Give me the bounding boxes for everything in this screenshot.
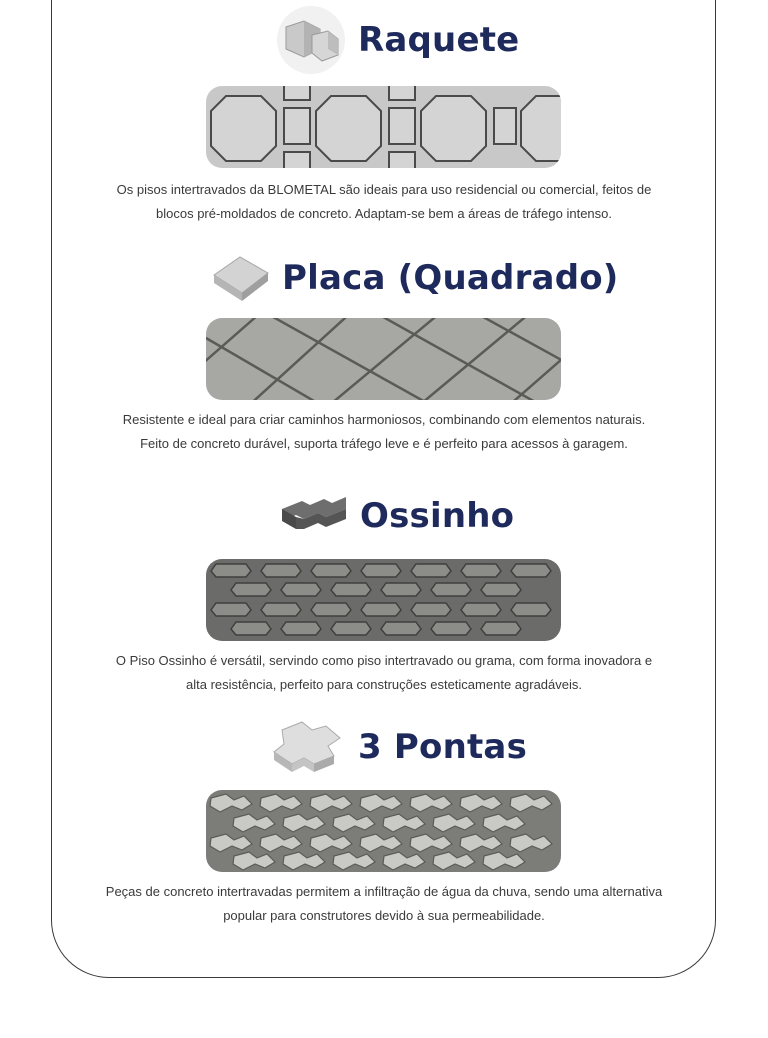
section-title: 3 Pontas (358, 727, 528, 767)
description-line: alta resistência, perfeito para construções esteticamente agradáveis. (186, 677, 582, 692)
description-line: popular para construtores devido à sua permeabilidade. (223, 908, 545, 923)
section-heading-ossinho (280, 488, 514, 544)
description-line: Os pisos intertravados da BLOMETAL são ideais para uso residencial ou comercial, feitos de (116, 182, 652, 197)
square-paver-icon (212, 249, 270, 307)
section-description (84, 649, 684, 697)
raquete-paving-photo (206, 86, 561, 168)
description-line: Peças de concreto intertravadas permitem a infiltração de água da chuva, sendo uma alternativa (105, 884, 663, 899)
three-point-paver-icon (268, 716, 346, 778)
placa-paving-photo (206, 318, 561, 400)
section-heading-placa (212, 245, 619, 311)
description-line: Resistente e ideal para criar caminhos harmoniosos, combinando com elementos naturais. (122, 412, 646, 427)
3-pontas-paving-photo (206, 790, 561, 872)
ossinho-paving-photo (206, 559, 561, 641)
section-title: Ossinho (360, 496, 515, 536)
description-line: O Piso Ossinho é versátil, servindo como piso intertravado ou grama, com forma inovadora e (115, 653, 653, 668)
section-heading-raquete (276, 5, 519, 75)
section-title: Placa (Quadrado) (282, 258, 619, 298)
raquete-paver-icon (276, 5, 346, 75)
section-title: Raquete (358, 20, 520, 60)
description-line: blocos pré-moldados de concreto. Adaptam-se bem a áreas de tráfego intenso. (156, 206, 612, 221)
section-description (84, 178, 684, 226)
bone-paver-icon (280, 491, 348, 541)
section-description (84, 408, 684, 456)
section-description (84, 880, 684, 928)
description-line: Feito de concreto durável, suporta tráfego leve e é perfeito para acessos à garagem. (140, 436, 628, 451)
section-heading-3-pontas (268, 716, 527, 778)
